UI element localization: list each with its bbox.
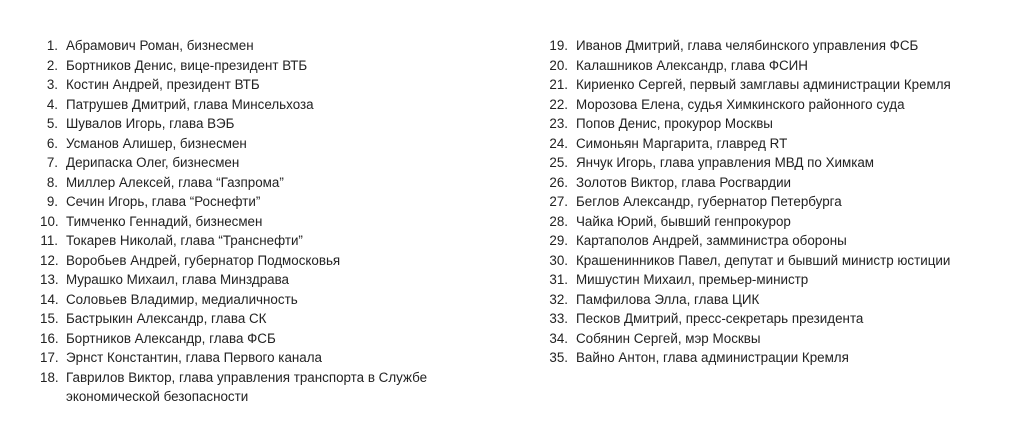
item-text: Иванов Дмитрий, глава челябинского управления ФСБ [576, 38, 919, 53]
list-item [546, 36, 1016, 56]
item-text: Беглов Александр, губернатор Петербурга [576, 194, 842, 209]
item-number: 16. [40, 330, 59, 346]
list-item [40, 153, 500, 173]
item-number: 35. [549, 350, 568, 365]
item-number: 34. [549, 330, 568, 346]
item-number: 7. [46, 155, 58, 170]
list-item [546, 75, 1016, 95]
list-item [40, 309, 500, 329]
item-text: Миллер Алексей, глава “Газпрома” [66, 174, 284, 190]
item-text: Песков Дмитрий, пресс-секретарь президента [576, 311, 864, 326]
item-text: Бортников Денис, вице-президент ВТБ [66, 57, 308, 73]
list-item [546, 231, 1016, 251]
item-number: 19. [549, 38, 568, 53]
list-item [40, 36, 500, 56]
list-item [40, 231, 500, 251]
item-number: 2. [46, 57, 58, 73]
list-item [40, 348, 500, 368]
item-text: Калашников Александр, глава ФСИН [576, 57, 808, 73]
item-number: 17. [40, 350, 59, 365]
list-item [546, 134, 1016, 154]
item-number: 8. [46, 174, 58, 190]
item-number: 30. [549, 252, 568, 268]
item-number: 24. [549, 135, 568, 151]
item-text: Золотов Виктор, глава Росгвардии [576, 174, 792, 190]
item-number: 26. [549, 174, 568, 190]
list-item [40, 212, 500, 232]
item-text: Мурашко Михаил, глава Минздрава [66, 272, 289, 287]
list-item [40, 290, 500, 310]
list-item [546, 270, 1016, 290]
list-item [40, 75, 500, 95]
item-text: Дерипаска Олег, бизнесмен [66, 155, 240, 170]
item-text: Попов Денис, прокурор Москвы [576, 116, 773, 131]
item-text: Собянин Сергей, мэр Москвы [576, 330, 761, 346]
item-text: Воробьев Андрей, губернатор Подмосковья [66, 252, 341, 268]
list-item [40, 192, 500, 212]
list-item [546, 114, 1016, 134]
list-item [40, 114, 500, 134]
item-text: Тимченко Геннадий, бизнесмен [66, 213, 263, 229]
item-text: Чайка Юрий, бывший генпрокурор [576, 213, 791, 229]
item-number: 13. [40, 272, 59, 287]
item-number: 25. [549, 155, 568, 170]
item-text: Янчук Игорь, глава управления МВД по Химкам [576, 155, 874, 170]
item-text: Крашенинников Павел, депутат и бывший министр юстиции [576, 252, 951, 268]
list-item [40, 270, 500, 290]
list-item [546, 56, 1016, 76]
list-item [40, 173, 500, 193]
list-item [546, 95, 1016, 115]
item-text: Абрамович Роман, бизнесмен [66, 38, 254, 53]
item-number: 20. [549, 57, 568, 73]
item-text: Эрнст Константин, глава Первого канала [66, 350, 322, 365]
item-number: 9. [46, 194, 58, 209]
item-text: Токарев Николай, глава “Транснефти” [66, 233, 303, 248]
list-column-right [546, 36, 1016, 368]
item-text: Симоньян Маргарита, главред RT [576, 135, 788, 151]
item-number: 18. [40, 369, 59, 385]
list-item [40, 329, 500, 349]
item-number: 4. [46, 96, 58, 112]
list-item [546, 251, 1016, 271]
list-column-left [40, 36, 500, 407]
item-number: 22. [549, 96, 568, 112]
list-item [546, 153, 1016, 173]
item-text: Кириенко Сергей, первый замглавы администрации Кремля [576, 77, 951, 92]
list-item [40, 134, 500, 154]
item-text: Памфилова Элла, глава ЦИК [576, 291, 760, 307]
item-text: Усманов Алишер, бизнесмен [66, 135, 247, 151]
item-number: 10. [40, 213, 59, 229]
list-item [40, 368, 500, 407]
item-text: Костин Андрей, президент ВТБ [66, 77, 260, 92]
item-text: Соловьев Владимир, медиаличность [66, 291, 298, 307]
list-item [546, 329, 1016, 349]
item-number: 1. [46, 38, 58, 53]
item-number: 3. [46, 77, 58, 92]
list-item [40, 95, 500, 115]
item-text: Патрушев Дмитрий, глава Минсельхоза [66, 96, 314, 112]
item-number: 27. [549, 194, 568, 209]
item-text: Картаполов Андрей, замминистра обороны [576, 233, 847, 248]
item-number: 28. [549, 213, 568, 229]
list-item [40, 56, 500, 76]
item-number: 11. [40, 233, 58, 248]
list-item [40, 251, 500, 271]
item-number: 32. [549, 291, 568, 307]
item-number: 21. [549, 77, 568, 92]
item-text: Вайно Антон, глава администрации Кремля [576, 350, 849, 365]
item-number: 14. [40, 291, 59, 307]
item-text: Мишустин Михаил, премьер-министр [576, 272, 809, 287]
item-text: Шувалов Игорь, глава ВЭБ [66, 116, 235, 131]
list-item [546, 212, 1016, 232]
item-number: 5. [46, 116, 58, 131]
item-number: 29. [549, 233, 568, 248]
item-text: Бастрыкин Александр, глава СК [66, 311, 267, 326]
item-number: 23. [549, 116, 568, 131]
item-number: 12. [40, 252, 59, 268]
list-item [546, 173, 1016, 193]
list-item [546, 290, 1016, 310]
list-item [546, 192, 1016, 212]
item-number: 6. [46, 135, 58, 151]
item-text: Сечин Игорь, глава “Роснефти” [66, 194, 261, 209]
list-item [546, 309, 1016, 329]
list-item [546, 348, 1016, 368]
item-text: Гаврилов Виктор, глава управления транспорта в Службе экономической безопасности [66, 369, 428, 404]
item-text: Морозова Елена, судья Химкинского районного суда [576, 96, 905, 112]
item-text: Бортников Александр, глава ФСБ [66, 330, 276, 346]
item-number: 31. [549, 272, 568, 287]
item-number: 33. [549, 311, 568, 326]
item-number: 15. [40, 311, 59, 326]
